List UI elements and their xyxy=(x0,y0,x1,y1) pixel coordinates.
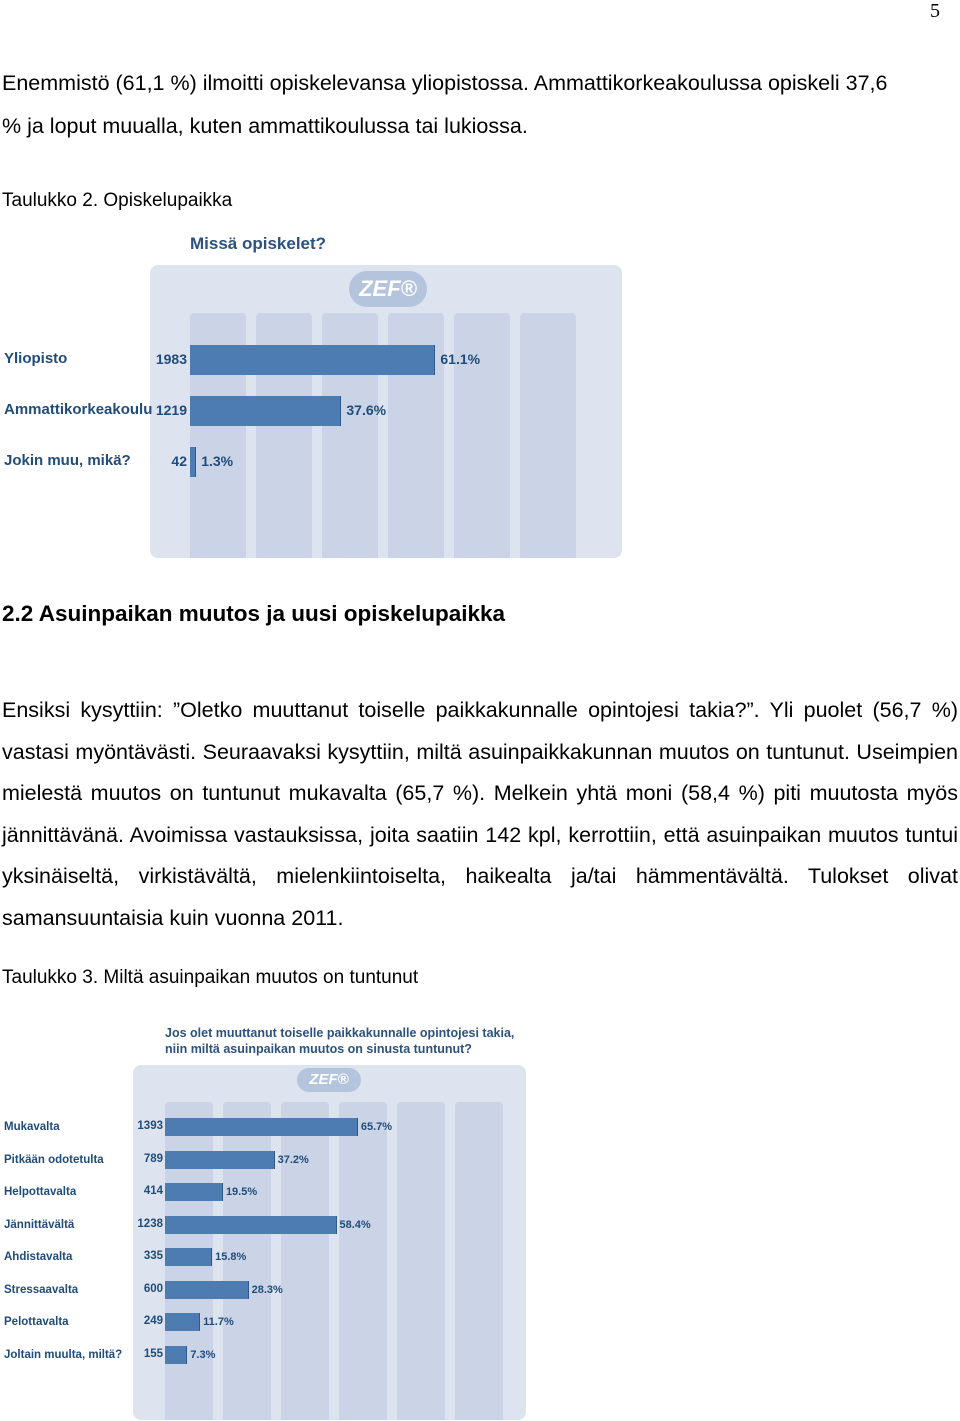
intro-paragraph: Enemmistö (61,1 %) ilmoitti opiskelevansa yliopistossa. Ammattikorkeakoulussa opiskeli 37,6 % ja loput muualla, kuten ammattikoulussa tai lukiossa. xyxy=(2,71,888,138)
category-label: Pelottavalta xyxy=(4,1316,69,1328)
category-label: Helpottavalta xyxy=(4,1186,77,1198)
grid-column xyxy=(454,313,510,558)
response-count: 249 xyxy=(143,1315,163,1327)
response-count: 1393 xyxy=(137,1120,163,1132)
percent-label: 19.5% xyxy=(225,1186,258,1198)
zef-logo: ZEF® xyxy=(349,271,427,307)
category-label: Mukavalta xyxy=(4,1121,60,1133)
bar xyxy=(165,1346,187,1364)
bar xyxy=(165,1313,200,1331)
percent-label: 65.7% xyxy=(360,1121,393,1133)
grid-column xyxy=(520,313,576,558)
category-label: Pitkään odotetulta xyxy=(4,1153,104,1166)
percent-label: 58.4% xyxy=(339,1218,371,1231)
chart-title-line2: niin miltä asuinpaikan muutos on sinusta tuntunut? xyxy=(165,1042,472,1056)
percent-label: 37.2% xyxy=(277,1153,309,1166)
percent-label: 61.1% xyxy=(440,351,481,367)
response-count: 789 xyxy=(143,1152,163,1165)
category-label: Ahdistavalta xyxy=(4,1251,73,1263)
section-heading: 2.2 Asuinpaikan muutos ja uusi opiskelupaikka xyxy=(2,601,506,626)
chart-title: Missä opiskelet? xyxy=(190,234,327,253)
page-number: 5 xyxy=(930,0,940,22)
response-count: 414 xyxy=(143,1185,163,1197)
percent-label: 1.3% xyxy=(201,453,234,469)
chart-study-place xyxy=(0,228,640,568)
chart-title-line1: Jos olet muuttanut toiselle paikkakunnalle opintojesi takia, xyxy=(165,1026,515,1040)
bar xyxy=(165,1281,249,1299)
bar xyxy=(190,447,196,477)
category-label: Jännittävältä xyxy=(4,1218,75,1231)
percent-label: 11.7% xyxy=(203,1316,234,1328)
percent-label: 37.6% xyxy=(346,402,387,418)
bar xyxy=(165,1216,337,1234)
category-label: Jokin muu, mikä? xyxy=(4,452,131,469)
response-count: 42 xyxy=(171,453,187,469)
percent-label: 28.3% xyxy=(251,1283,283,1296)
bar xyxy=(165,1151,275,1169)
category-label: Joltain muulta, miltä? xyxy=(4,1348,123,1361)
response-count: 335 xyxy=(143,1250,163,1262)
percent-label: 7.3% xyxy=(190,1348,216,1361)
response-count: 600 xyxy=(143,1282,163,1295)
category-label: Yliopisto xyxy=(4,350,68,367)
bar xyxy=(165,1118,358,1136)
bar xyxy=(190,396,341,426)
response-count: 1983 xyxy=(155,351,187,367)
zef-logo: ZEF® xyxy=(297,1068,361,1092)
bar xyxy=(190,345,435,375)
body-paragraph: Ensiksi kysyttiin: ”Oletko muuttanut toiselle paikkakunnalle opintojesi takia?”. Yli puolet (56,7 %) vastasi myöntävästi. Seuraavaksi kysyttiin, miltä asuinpaikkakunnan muutos on tuntunut. Useimpien mielestä muutos on tuntunut mukavalta (65,7 %). Melkein yhtä moni (58,4 %) piti muutosta myös jännittävänä. Avoimissa vastauksissa, joita saatiin 142 kpl, kerrottiin, että asuinpaikan muutos tuntui yksinäiseltä, virkistävältä, mielenkiintoiselta, haikealta ja/tai hämmentävältä. Tulokset olivat samansuuntaisia kuin vuonna 2011. xyxy=(2,698,958,930)
chart-move-feelings xyxy=(0,1015,540,1415)
grid-column xyxy=(455,1102,503,1420)
response-count: 1238 xyxy=(137,1217,163,1230)
table2-caption: Taulukko 2. Opiskelupaikka xyxy=(2,190,233,211)
grid-column xyxy=(397,1102,445,1420)
bar xyxy=(165,1248,212,1266)
bar xyxy=(165,1183,223,1201)
grid-column xyxy=(281,1102,329,1420)
table3-caption: Taulukko 3. Miltä asuinpaikan muutos on tuntunut xyxy=(2,967,419,988)
response-count: 1219 xyxy=(155,402,187,418)
percent-label: 15.8% xyxy=(215,1251,247,1263)
response-count: 155 xyxy=(143,1347,163,1360)
category-label: Ammattikorkeakoulu xyxy=(4,401,153,418)
grid-column xyxy=(339,1102,387,1420)
category-label: Stressaavalta xyxy=(4,1283,79,1296)
